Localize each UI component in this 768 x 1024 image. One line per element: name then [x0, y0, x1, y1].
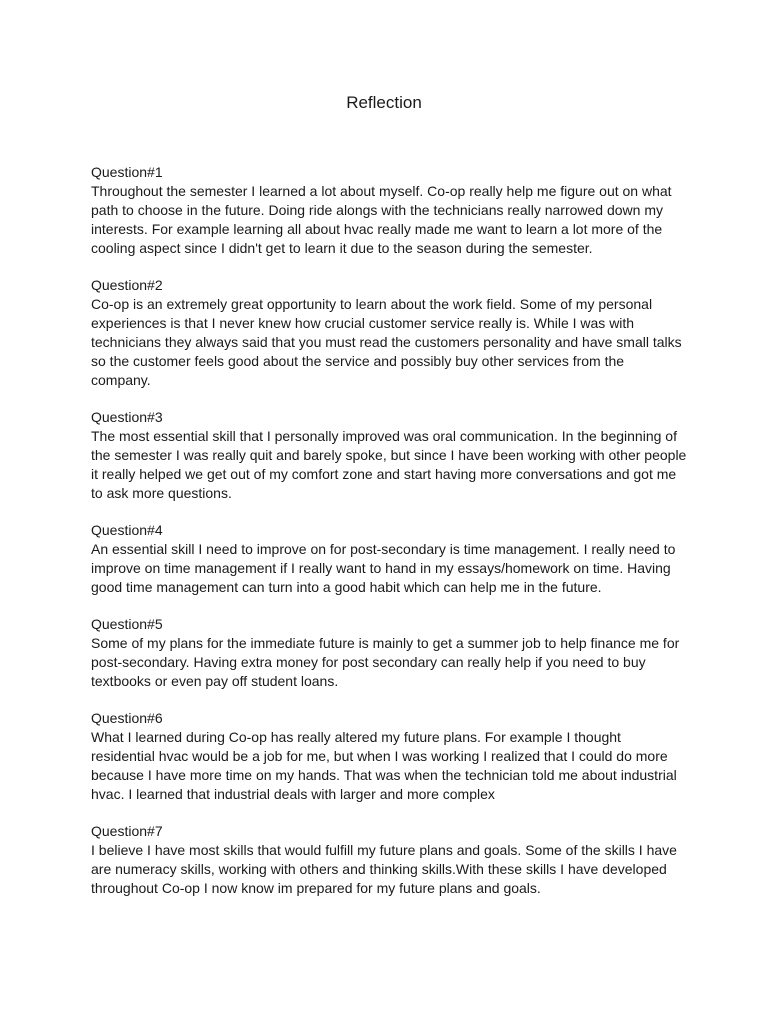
answer-line: path to choose in the future. Doing ride alongs with the technicians really narrowed down my: [91, 202, 663, 218]
question-section-3: [91, 408, 691, 503]
answer-line: company.: [91, 372, 151, 388]
document-body: [91, 163, 691, 916]
answer-line: it really helped we get out of my comfort zone and start having more conversations and got me: [91, 466, 677, 482]
question-section-1: [91, 163, 691, 258]
question-section-5: [91, 615, 691, 691]
answer-line: throughout Co-op I now know im prepared for my future plans and goals.: [91, 880, 541, 896]
question-heading: Question#1: [91, 164, 163, 180]
question-heading: Question#6: [91, 710, 163, 726]
answer-line: textbooks or even pay off student loans.: [91, 673, 339, 689]
answer-line: Throughout the semester I learned a lot about myself. Co-op really help me figure out on what: [91, 183, 672, 199]
answer-line: to ask more questions.: [91, 485, 232, 501]
answer-line: cooling aspect since I didn't get to learn it due to the season during the semester.: [91, 240, 593, 256]
answer-line: What I learned during Co-op has really altered my future plans. For example I thought: [91, 729, 621, 745]
answer-line: The most essential skill that I personally improved was oral communication. In the beginning of: [91, 428, 677, 444]
question-heading: Question#2: [91, 277, 163, 293]
question-section-4: [91, 521, 691, 597]
answer-line: good time management can turn into a good habit which can help me in the future.: [91, 579, 602, 595]
question-section-6: [91, 709, 691, 804]
answer-line: experiences is that I never knew how crucial customer service really is. While I was with: [91, 315, 635, 331]
answer-line: I believe I have most skills that would fulfill my future plans and goals. Some of the skills I have: [91, 842, 677, 858]
answer-line: post-secondary. Having extra money for post secondary can really help if you need to buy: [91, 654, 646, 670]
answer-line: An essential skill I need to improve on for post-secondary is time management. I really need to: [91, 541, 676, 557]
question-section-7: [91, 822, 691, 898]
answer-line: Some of my plans for the immediate future is mainly to get a summer job to help finance me for: [91, 635, 680, 651]
answer-line: improve on time management if I really want to hand in my essays/homework on time. Having: [91, 560, 671, 576]
answer-line: the semester I was really quit and barely spoke, but since I have been working with other people: [91, 447, 687, 463]
question-heading: Question#3: [91, 409, 163, 425]
answer-line: Co-op is an extremely great opportunity to learn about the work field. Some of my personal: [91, 296, 653, 312]
answer-line: because I have more time on my hands. That was when the technician told me about industrial: [91, 767, 677, 783]
answer-line: technicians they always said that you must read the customers personality and have small talks: [91, 334, 682, 350]
answer-line: interests. For example learning all about hvac really made me want to learn a lot more of the: [91, 221, 663, 237]
answer-line: so the customer feels good about the service and possibly buy other services from the: [91, 353, 625, 369]
question-heading: Question#7: [91, 823, 163, 839]
document-title: Reflection: [346, 93, 422, 112]
question-heading: Question#4: [91, 522, 163, 538]
answer-line: hvac. I learned that industrial deals with larger and more complex: [91, 786, 495, 802]
question-heading: Question#5: [91, 616, 163, 632]
question-section-2: [91, 276, 691, 390]
answer-line: are numeracy skills, working with others and thinking skills.With these skills I have developed: [91, 861, 667, 877]
answer-line: residential hvac would be a job for me, but when I was working I realized that I could do more: [91, 748, 668, 764]
